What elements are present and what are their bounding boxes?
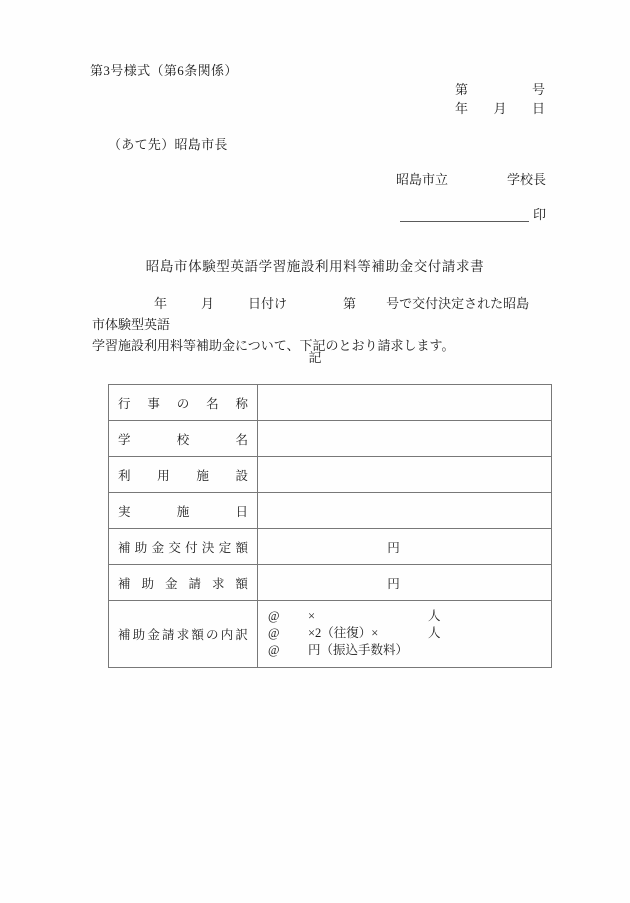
breakdown-line xyxy=(258,608,551,625)
document-date-line xyxy=(455,99,545,118)
row-value-claim-breakdown[interactable] xyxy=(258,601,552,668)
breakdown-unit: 人 xyxy=(428,609,441,623)
body-year: 年 xyxy=(154,296,168,311)
body-tail-line1: 号で交付決定された昭島市体験型英語 xyxy=(92,296,530,332)
table-body xyxy=(109,385,552,668)
table-row xyxy=(109,457,552,493)
breakdown-at-symbol: @ xyxy=(268,643,280,657)
seal-mark: 印 xyxy=(532,207,546,222)
row-label-claim-amount xyxy=(109,565,258,601)
row-label-facility xyxy=(109,457,258,493)
signer-city-prefix: 昭島市立 xyxy=(396,172,449,187)
breakdown-at-symbol: @ xyxy=(268,626,280,640)
row-label-event-name xyxy=(109,385,258,421)
ki-marker: 記 xyxy=(308,350,322,365)
row-label-school-name xyxy=(109,421,258,457)
row-label-claim-breakdown xyxy=(109,601,258,668)
addressee: （あて先）昭島市長 xyxy=(108,137,228,152)
table-row xyxy=(109,493,552,529)
table-row xyxy=(109,421,552,457)
breakdown-unit xyxy=(428,642,458,659)
row-value-implementation-date[interactable] xyxy=(258,493,552,529)
table-row xyxy=(109,601,552,668)
table-row xyxy=(109,385,552,421)
form-number: 第3号様式（第6条関係） xyxy=(90,63,238,78)
date-month-label: 月 xyxy=(493,101,507,116)
breakdown-line xyxy=(258,642,551,659)
document-meta-block xyxy=(455,80,545,118)
breakdown-unit: 人 xyxy=(428,626,441,640)
date-day-label: 日 xyxy=(531,101,545,116)
signer-line xyxy=(396,169,546,188)
row-value-school-name[interactable] xyxy=(258,421,552,457)
signature-seal-row xyxy=(400,203,546,222)
label-text: 補 助 金 請 求 額 の 内 訳 xyxy=(118,628,248,642)
breakdown-operator: ×2（往復）× xyxy=(308,626,379,640)
label-text: 利 用 施 設 xyxy=(118,468,248,483)
breakdown-operator: × xyxy=(308,609,316,623)
label-text: 補 助 金 請 求 額 xyxy=(118,576,248,591)
breakdown-operator: 円（振込手数料） xyxy=(308,643,409,657)
body-month: 月 xyxy=(201,296,215,311)
table-row xyxy=(109,529,552,565)
body-number-prefix: 第 xyxy=(343,296,357,311)
body-line2: 学習施設利用料等補助金について、下記のとおり請求します。 xyxy=(92,338,455,353)
signer-role: 学校長 xyxy=(506,172,546,187)
signature-line xyxy=(400,221,529,222)
request-form-table xyxy=(108,384,552,668)
document-number-prefix: 第 xyxy=(455,82,469,97)
yen-unit: 円 xyxy=(387,540,400,555)
row-value-facility[interactable] xyxy=(258,457,552,493)
label-text: 補 助 金 交 付 決 定 額 xyxy=(118,540,248,555)
body-day-suffix: 日付け xyxy=(248,296,288,311)
label-text: 学 校 名 xyxy=(118,432,248,447)
breakdown-line xyxy=(258,625,551,642)
yen-unit: 円 xyxy=(387,576,400,591)
date-year-label: 年 xyxy=(455,101,469,116)
row-value-claim-amount[interactable] xyxy=(258,565,552,601)
row-value-grant-decided-amount[interactable] xyxy=(258,529,552,565)
row-label-implementation-date xyxy=(109,493,258,529)
label-text: 実 施 日 xyxy=(118,504,248,519)
breakdown-at-symbol: @ xyxy=(268,609,280,623)
table-row xyxy=(109,565,552,601)
row-label-grant-decided-amount xyxy=(109,529,258,565)
page-title: 昭島市体験型英語学習施設利用料等補助金交付請求書 xyxy=(145,259,485,274)
row-value-event-name[interactable] xyxy=(258,385,552,421)
document-number-suffix: 号 xyxy=(531,82,545,97)
document-number-line xyxy=(455,80,545,99)
label-text: 行 事 の 名 称 xyxy=(118,396,248,411)
